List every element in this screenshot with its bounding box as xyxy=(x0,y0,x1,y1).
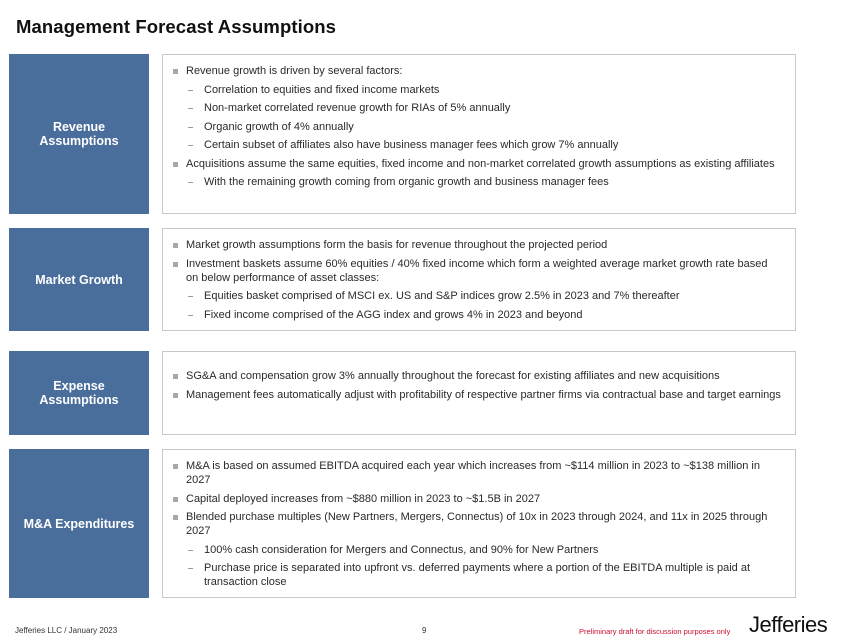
bullet-item: SG&A and compensation grow 3% annually throughout the forecast for existing affiliates and new acquisitions xyxy=(171,369,781,383)
bullet-item: Acquisitions assume the same equities, fixed income and non-market correlated growth assumptions as existing affiliates xyxy=(171,157,781,171)
page-number: 9 xyxy=(422,626,427,635)
section-market-growth xyxy=(9,228,796,331)
sub-bullet-item: Fixed income comprised of the AGG index and grows 4% in 2023 and beyond xyxy=(171,308,781,322)
section-label: Expense Assumptions xyxy=(9,351,149,435)
bullet-list xyxy=(171,64,781,189)
bullet-item: Capital deployed increases from ~$880 million in 2023 to ~$1.5B in 2027 xyxy=(171,492,781,506)
bullet-item: Market growth assumptions form the basis for revenue throughout the projected period xyxy=(171,238,781,252)
sub-bullet-item: Organic growth of 4% annually xyxy=(171,120,781,134)
sub-bullet-item: Equities basket comprised of MSCI ex. US and S&P indices grow 2.5% in 2023 and 7% thereafter xyxy=(171,289,781,303)
section-revenue-assumptions xyxy=(9,54,796,214)
footer-source: Jefferies LLC / January 2023 xyxy=(15,626,118,635)
sub-bullet-item: With the remaining growth coming from organic growth and business manager fees xyxy=(171,175,781,189)
bullet-item: Management fees automatically adjust with profitability of respective partner firms via contractual base and target earnings xyxy=(171,388,781,402)
bullet-list xyxy=(171,238,781,322)
bullet-item: Blended purchase multiples (New Partners, Mergers, Connectus) of 10x in 2023 through 2024, and 11x in 2025 through 2027 xyxy=(171,510,781,538)
section-content xyxy=(162,449,796,598)
page-title: Management Forecast Assumptions xyxy=(16,16,337,37)
section-label: Market Growth xyxy=(9,228,149,331)
bullet-item: Investment baskets assume 60% equities / 40% fixed income which form a weighted average market growth rate based on below performance of asset classes: xyxy=(171,257,781,285)
bullet-list xyxy=(171,369,781,402)
section-content xyxy=(162,228,796,331)
sub-bullet-item: Purchase price is separated into upfront vs. deferred payments where a portion of the EBITDA multiple is paid at transaction close xyxy=(171,561,781,589)
section-content xyxy=(162,54,796,214)
draft-notice: Preliminary draft for discussion purposes only xyxy=(579,627,731,636)
section-ma-expenditures xyxy=(9,449,796,598)
section-label: M&A Expenditures xyxy=(9,449,149,598)
bullet-item: M&A is based on assumed EBITDA acquired each year which increases from ~$114 million in 2023 to ~$138 million in 2027 xyxy=(171,459,781,487)
jefferies-logo: Jefferies xyxy=(749,612,828,637)
sub-bullet-item: Certain subset of affiliates also have business manager fees which grow 7% annually xyxy=(171,138,781,152)
sub-bullet-item: Non-market correlated revenue growth for RIAs of 5% annually xyxy=(171,101,781,115)
section-label: Revenue Assumptions xyxy=(9,54,149,214)
section-expense-assumptions xyxy=(9,351,796,435)
bullet-list xyxy=(171,459,781,589)
section-content xyxy=(162,351,796,435)
sub-bullet-item: Correlation to equities and fixed income markets xyxy=(171,83,781,97)
sub-bullet-item: 100% cash consideration for Mergers and Connectus, and 90% for New Partners xyxy=(171,543,781,557)
bullet-item: Revenue growth is driven by several factors: xyxy=(171,64,781,78)
